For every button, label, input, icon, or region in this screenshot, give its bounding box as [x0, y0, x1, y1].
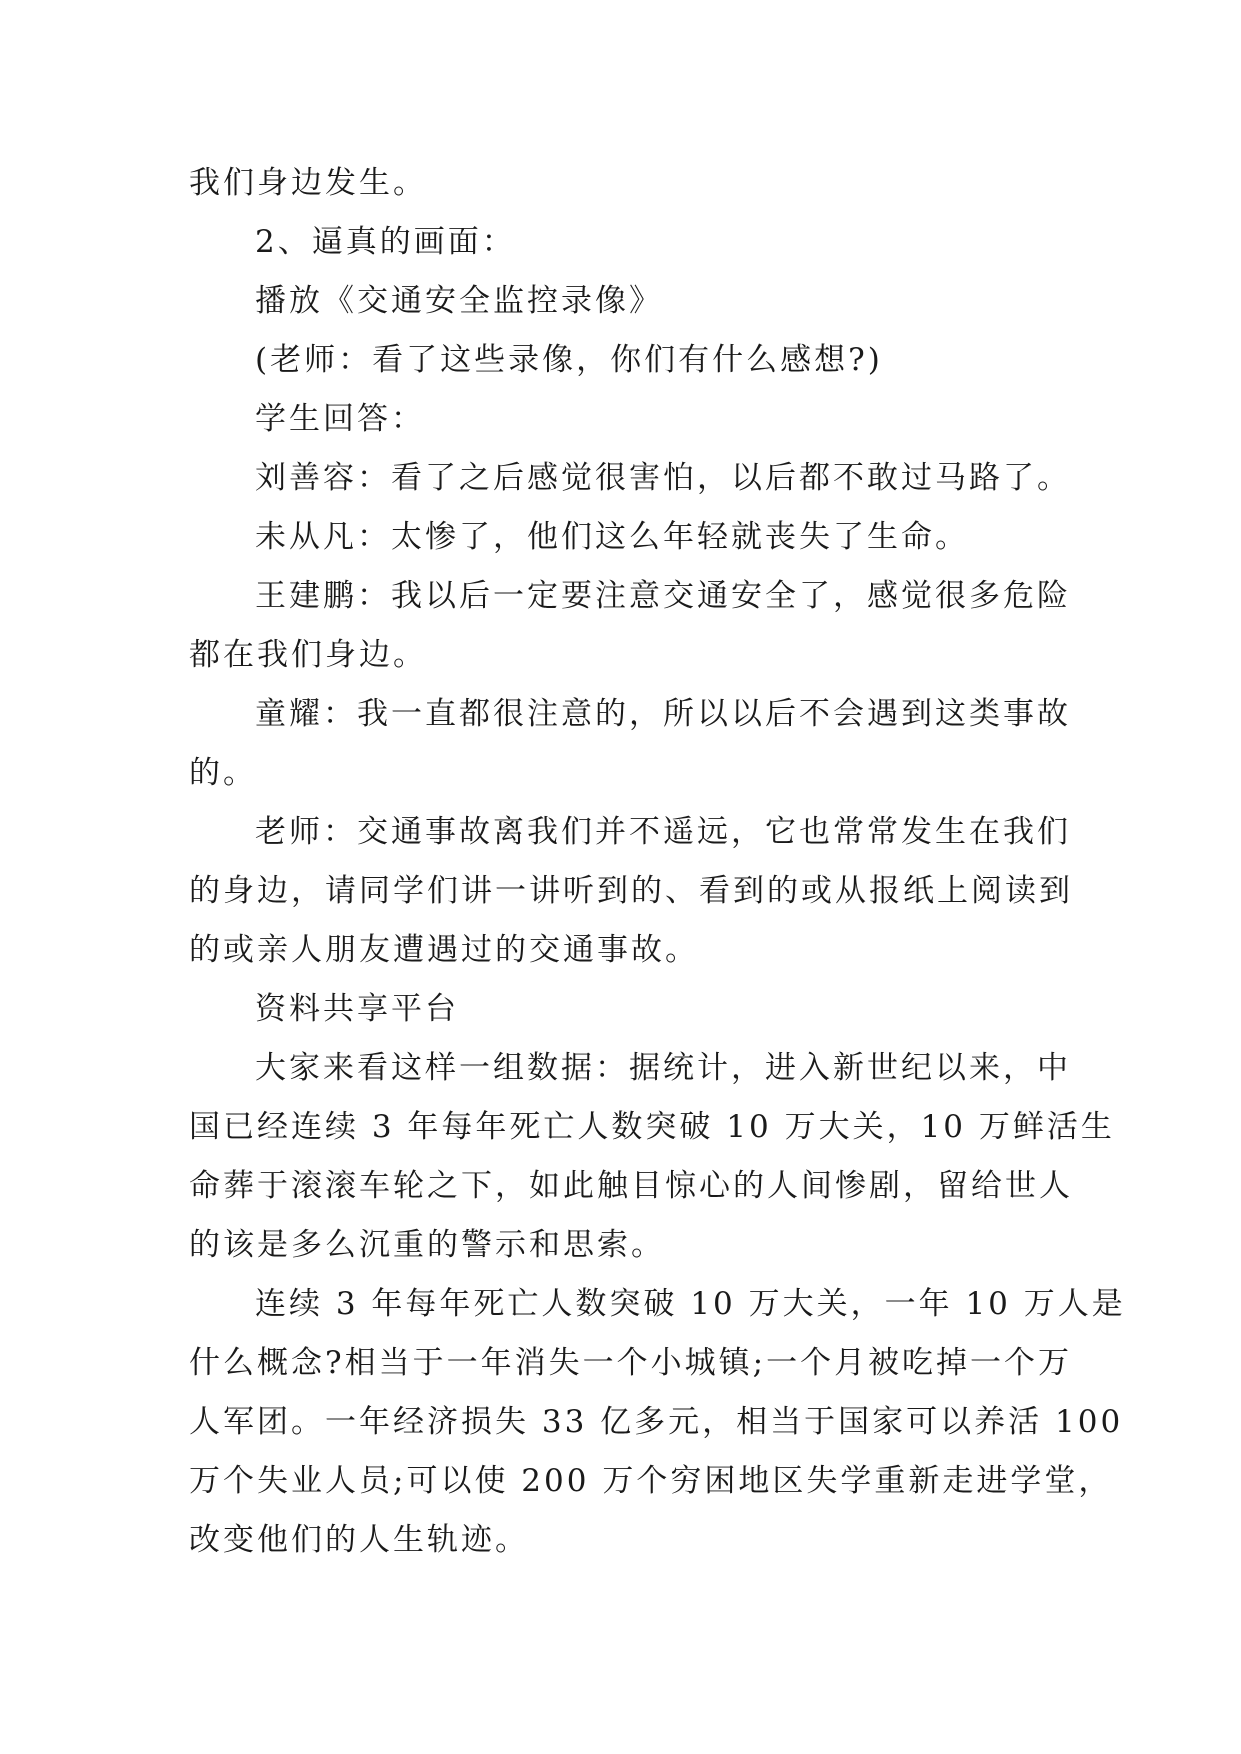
text-line: 播放《交通安全监控录像》 [255, 283, 663, 319]
text-line: (老师：看了这些录像，你们有什么感想?) [255, 342, 883, 378]
text-line: 未从凡：太惨了，他们这么年轻就丧失了生命。 [255, 519, 969, 555]
document-body [189, 154, 1126, 1570]
text-line: 我们身边发生。 [189, 165, 427, 201]
text-line: 的。 [189, 755, 257, 791]
text-line: 王建鹏：我以后一定要注意交通安全了，感觉很多危险 [255, 578, 1071, 614]
text-line: 命葬于滚滚车轮之下，如此触目惊心的人间惨剧，留给世人 [189, 1168, 1073, 1204]
text-line: 老师：交通事故离我们并不遥远，它也常常发生在我们 [255, 814, 1071, 850]
text-line: 资料共享平台 [255, 991, 459, 1027]
text-line: 童耀：我一直都很注意的，所以以后不会遇到这类事故 [255, 696, 1071, 732]
text-line: 都在我们身边。 [189, 637, 427, 673]
text-line: 的身边，请同学们讲一讲听到的、看到的或从报纸上阅读到 [189, 873, 1073, 909]
text-line: 连续 3 年每年死亡人数突破 10 万大关，一年 10 万人是 [255, 1286, 1126, 1322]
text-line: 学生回答： [255, 401, 425, 437]
text-line: 改变他们的人生轨迹。 [189, 1522, 529, 1558]
text-line: 大家来看这样一组数据：据统计，进入新世纪以来，中 [255, 1050, 1071, 1086]
text-line: 国已经连续 3 年每年死亡人数突破 10 万大关，10 万鲜活生 [189, 1109, 1115, 1145]
text-line: 的或亲人朋友遭遇过的交通事故。 [189, 932, 699, 968]
text-line: 什么概念?相当于一年消失一个小城镇;一个月被吃掉一个万 [189, 1345, 1073, 1381]
text-line: 的该是多么沉重的警示和思索。 [189, 1227, 665, 1263]
text-line: 2、逼真的画面： [255, 224, 516, 260]
text-line: 万个失业人员;可以使 200 万个穷困地区失学重新走进学堂， [189, 1463, 1113, 1499]
text-line: 刘善容：看了之后感觉很害怕，以后都不敢过马路了。 [255, 460, 1071, 496]
text-line: 人军团。一年经济损失 33 亿多元，相当于国家可以养活 100 [189, 1404, 1124, 1440]
